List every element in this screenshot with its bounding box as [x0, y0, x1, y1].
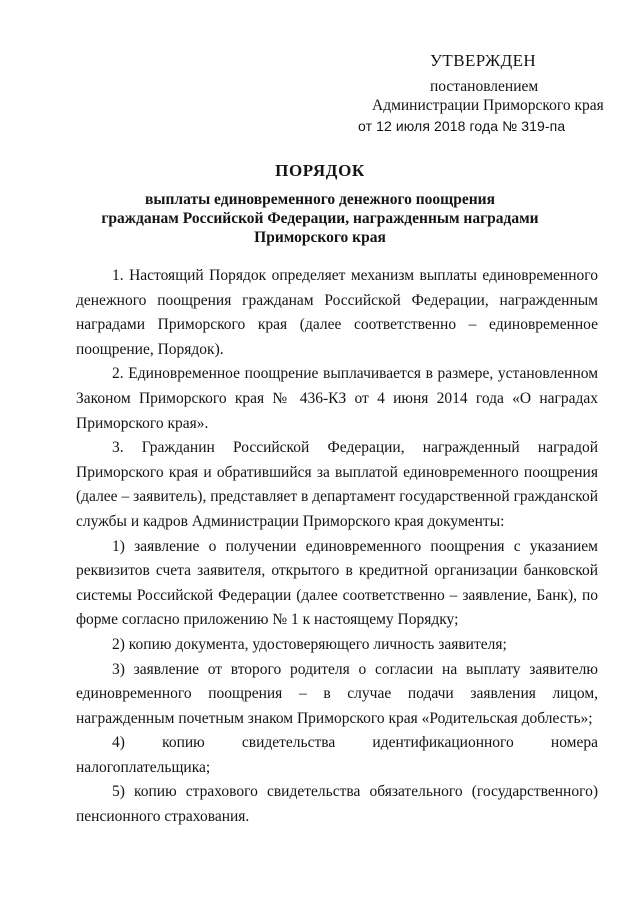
list-item-1: 1) заявление о получении единовременного поощрения с указанием реквизитов счета заявителя, открытого в кредитной организации банковской системы Российской Федерации (далее соответственно – заявление, Банк), по форме согласно приложению № 1 к настоящему Порядку; [76, 537, 598, 629]
paragraph-2: 2. Единовременное поощрение выплачивается в размере, установленном Законом Приморского края № 436-КЗ от 4 июня 2014 года «О наградах Приморского края». [76, 365, 598, 432]
approval-authority-line: Администрации Приморского края [372, 97, 604, 114]
document-header [0, 160, 640, 247]
approved-heading: УТВЕРЖДЕН [430, 51, 537, 70]
subtitle-line-2: гражданам Российской Федерации, награжденным наградами [101, 210, 539, 227]
paragraph-1: 1. Настоящий Порядок определяет механизм выплаты единовременного денежного поощрения гражданам Российской Федерации, награжденным наградами Приморского края (далее соответственно – единовременное поощрение, Порядок). [76, 267, 598, 358]
subtitle-line-1: выплаты единовременного денежного поощрения [145, 191, 495, 208]
paragraph-3: 3. Гражданин Российской Федерации, награжденный наградой Приморского края и обратившийся за выплатой единовременного поощрения (далее – заявитель), представляет в департамент государственной гражданской службы и кадров Администрации Приморского края документы: [76, 439, 598, 530]
document-body [76, 264, 598, 830]
list-item-2: 2) копию документа, удостоверяющего личность заявителя; [112, 635, 507, 653]
approval-stamp-block [0, 0, 640, 140]
approval-resolution-line: постановлением [430, 78, 539, 95]
approval-date-line: от 12 июля 2018 года № 319-па [358, 118, 566, 134]
document-subtitle [0, 190, 640, 247]
document-title: ПОРЯДОК [275, 161, 365, 180]
list-item-4: 4) копию свидетельства идентификационного номера налогоплательщика; [76, 734, 598, 776]
subtitle-line-3: Приморского края [254, 229, 386, 246]
list-item-5: 5) копию страхового свидетельства обязательного (государственного) пенсионного страхования. [76, 783, 598, 826]
list-item-3: 3) заявление от второго родителя о согласии на выплату заявителю единовременного поощрения – в случае подачи заявления лицом, награжденным почетным знаком Приморского края «Родительская доблесть»; [76, 660, 598, 727]
